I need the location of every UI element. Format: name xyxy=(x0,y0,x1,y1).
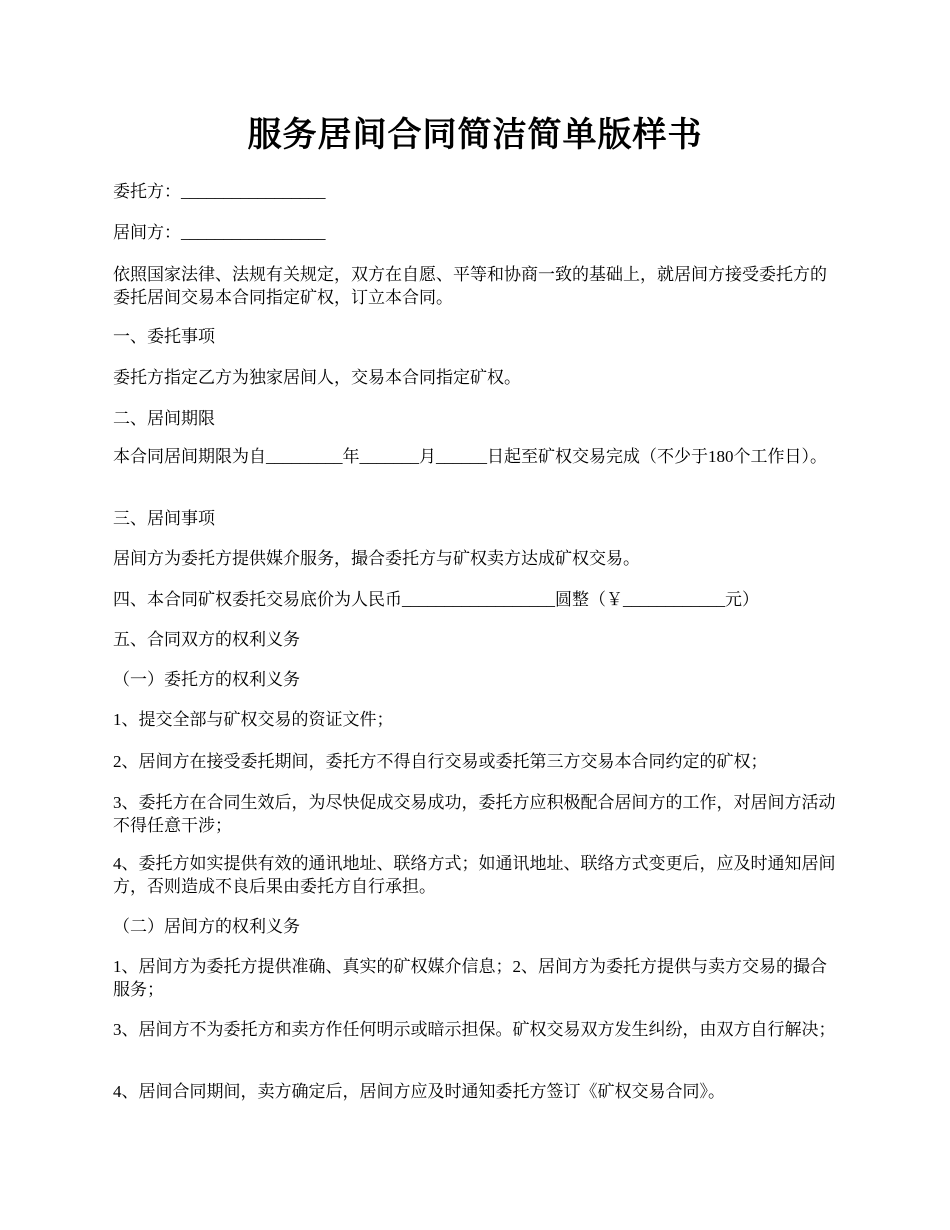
list-item: 3、委托方在合同生效后，为尽快促成交易成功，委托方应积极配合居间方的工作，对居间方活动不得任意干涉； xyxy=(113,793,836,835)
paragraph: 居间方为委托方提供媒介服务，撮合委托方与矿权卖方达成矿权交易。 xyxy=(113,549,640,568)
subsection-heading: （一）委托方的权利义务 xyxy=(113,670,300,689)
section-heading: 三、居间事项 xyxy=(113,509,215,528)
subsection-heading: （二）居间方的权利义务 xyxy=(113,917,300,936)
document-title: 服务居间合同简洁简单版样书 xyxy=(247,115,703,155)
preamble-paragraph: 依照国家法律、法规有关规定，双方在自愿、平等和协商一致的基础上，就居间方接受委托方的委托居间交易本合同指定矿权，订立本合同。 xyxy=(113,265,827,307)
paragraph: 四、本合同矿权委托交易底价为人民币__________________圆整（￥____________元） xyxy=(113,590,759,609)
list-item: 1、提交全部与矿权交易的资证文件； xyxy=(113,710,394,729)
list-item: 1、居间方为委托方提供准确、真实的矿权媒介信息；2、居间方为委托方提供与卖方交易的撮合服务； xyxy=(113,957,827,999)
paragraph: 委托方指定乙方为独家居间人，交易本合同指定矿权。 xyxy=(113,368,521,387)
list-item: 4、委托方如实提供有效的通讯地址、联络方式；如通讯地址、联络方式变更后，应及时通知居间方，否则造成不良后果由委托方自行承担。 xyxy=(113,854,836,896)
paragraph: 本合同居间期限为自_________年_______月______日起至矿权交易完成（不少于180个工作日）。 xyxy=(113,447,827,466)
list-item: 4、居间合同期间，卖方确定后，居间方应及时通知委托方签订《矿权交易合同》。 xyxy=(113,1082,725,1101)
section-heading: 一、委托事项 xyxy=(113,327,215,346)
section-heading: 五、合同双方的权利义务 xyxy=(113,630,300,649)
section-heading: 二、居间期限 xyxy=(113,409,215,428)
list-item: 3、居间方不为委托方和卖方作任何明示或暗示担保。矿权交易双方发生纠纷，由双方自行解决； xyxy=(113,1020,836,1039)
client-line: 委托方：_________________ xyxy=(113,182,326,201)
list-item: 2、居间方在接受委托期间，委托方不得自行交易或委托第三方交易本合同约定的矿权； xyxy=(113,752,768,771)
broker-line: 居间方：_________________ xyxy=(113,223,326,242)
